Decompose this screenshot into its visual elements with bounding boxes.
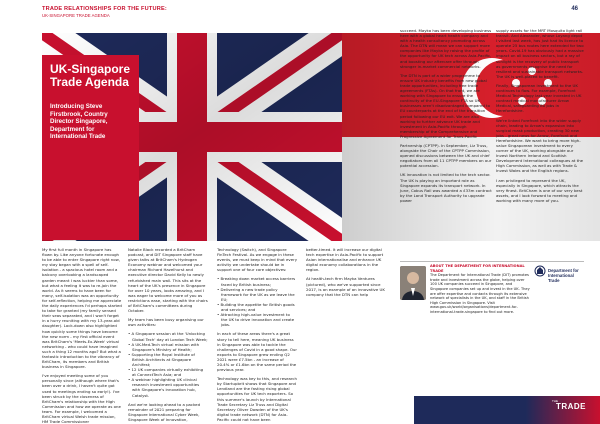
article-title: UK-Singapore Trade Agenda bbox=[50, 62, 131, 89]
about-dit-box bbox=[430, 264, 530, 315]
paragraph: Partnership (CPTPP). In September, Liz Truss, alongside the Chair of the CPTPP Commission, opened discussions between the UK and chief negotiators from all 11 CPTPP members on our potential accession. bbox=[400, 142, 492, 169]
header-subtitle: UK-SINGAPORE TRADE AGENDA bbox=[42, 13, 110, 18]
paragraph: And we're looking ahead to a packed remainder of 2021 preparing for Singapore International Cyber Week, Singapore Week of Innovation, bbox=[128, 401, 201, 422]
paragraph: UK innovation is not limited to the tech sector. The UK is playing an important role as Singapore expands its transport network. In June, Cobus Rail was awarded a £33m contract by the Land Transport Authority to upgrade power bbox=[400, 172, 492, 203]
body-column-6 bbox=[496, 28, 584, 207]
body-column-1 bbox=[42, 247, 122, 424]
objectives-list bbox=[217, 276, 297, 327]
paragraph: supply assets for the MRT Mosquito light rail transit. And Alexander, whose Loyang depot I visited last week, has just had its licence to operate 25 bus routes here extended for two years. Covid-19 has obviously had a massive impact on all business sectors, but a ray of sunlight is the recovery of public transport as governments recognise the need for resilient and sustainable transport networks. The UK is well-placed to benefit. bbox=[496, 28, 584, 79]
list-item: • Delivering a new trade policy framework for the UK as we leave the EU; bbox=[217, 286, 295, 302]
footer-logo: TRADE bbox=[555, 402, 586, 411]
dit-logo-line2: International Trade bbox=[548, 273, 574, 283]
running-header bbox=[42, 6, 167, 18]
royal-crest-icon bbox=[534, 265, 546, 277]
title-panel bbox=[42, 55, 139, 240]
paragraph: better-timed. It will increase our digital tech expertise in Asia-Pacific to support Asian internationalise and enhance UK digital economy collaborations in the region. bbox=[306, 247, 384, 273]
paragraph: My team has been busy organising our own activities: bbox=[128, 317, 204, 328]
paragraph: I've enjoyed meeting some of you personally since (although where that's been over a drink, I haven't quite got used to meetings ending so early!). I've been struck by the closeness of BritCham's relationship with the High Commission and how we operate as one team. For example, I welcomed a BritCham virtual Welsh trade mission, HM Trade Commissioner bbox=[42, 373, 121, 424]
paragraph: I am privileged to represent the UK, especially in Singapore, which attracts the very finest. BritCham is one of our very best assets, and I look forward to meeting and working with many more of you. bbox=[496, 177, 583, 203]
dit-logo bbox=[534, 263, 584, 289]
dit-logo-line1: Department for bbox=[548, 268, 579, 273]
list-item: • Building the appetite for British goods and services; and bbox=[217, 301, 295, 313]
section-divider bbox=[400, 261, 584, 262]
list-item: • Supporting the Royal Institute of British Architects at Singapore Archifest; bbox=[128, 351, 195, 367]
page-number: 46 bbox=[571, 6, 578, 12]
list-item: • A UK-Med-Tech virtual mission with Singapore's Ministry of Health; bbox=[128, 341, 200, 352]
list-item: • Breaking down market access barriers faced by British business; bbox=[217, 276, 296, 287]
list-item: • A Singapore session at the 'Unlocking Global Tech' day at London Tech Week; bbox=[128, 331, 208, 342]
paragraph: We're linked Forefront into the wider supply chain, leading to Arrow's expansion into surgical mask production, creating 30 new jobs - great news for Arrow, Forefront and Herefordshire. We want to bring more high-value Singaporean investment to every corner of the UK, working alongside our Invest Northern Ireland and Scottish Development International colleagues at the High Commission, as well as with Trade & Invest Wales and the English regions. bbox=[496, 117, 584, 174]
paragraph: Technology was key to this, and research by Startupbrit shows that Singapore and Lendland are the fasting rising global opportunities for UK tech exporters. So this summer's launch by International Trade Secretary Liz Truss and Digital Secretary Oliver Dowden of the UK's digital trade network (DTN) for Asia-Pacific could not have been bbox=[217, 376, 298, 422]
activities-list bbox=[128, 331, 208, 397]
header-title: TRADE RELATIONSHIPS FOR THE FUTURE: bbox=[42, 6, 167, 12]
article-intro: Introducing Steve Firstbrook, Country Director Singapore, Department for International Trade bbox=[50, 103, 108, 140]
paragraph: My first full month in Singapore has flown by. Like anyone fortunate enough to be able to enter Singapore right now, my stay began with a spell of self-isolation - a spacious hotel room and a balcony overlooking a landscaped garden meant I was luckier than some, but what a feeling it was to re-join the world. As it seems to have been for many, self-isolation was an opportunity for self-reflection, helping me appreciate the daily experiences I'd perhaps started to take for granted (my family sensed their seas separated, and I won't forget in a hurry reuniting with my 13-year-old daughter). Lock-down also highlighted how quickly some things have become the new norm - my first official event was BritCham's 'Meets-Ex-Week' virtual networking - who could have imagined such a thing 12 months ago? But what a fantastic introduction to the vibrancy of BritCham, its members and British business in Singapore. bbox=[42, 247, 122, 370]
body-column-3 bbox=[217, 247, 297, 424]
about-heading: ABOUT THE DEPARTMENT FOR INTERNATIONAL TRADE bbox=[430, 264, 525, 273]
list-item: • 12 UK companies virtually exhibiting at ConnectTech Asia; and bbox=[128, 367, 204, 378]
person-icon bbox=[400, 266, 426, 300]
body-column-2 bbox=[128, 247, 208, 424]
footer-logo-prefix: THE bbox=[552, 399, 558, 403]
body-column-4 bbox=[306, 247, 390, 301]
list-item: • A webinar highlighting UK clinical research investment opportunities with Singapore's innovation hub, Catalyst. bbox=[128, 377, 200, 398]
paragraph: Finally, Singaporean investment to the UK continues to flow. For example, Forefront Medical Technology last year invested in UK contract medical manufacturer Arrow Medical, safeguarding 80 jobs in Herefordshire. bbox=[496, 82, 582, 114]
paragraph: succeed. Mayka has been developing business here with a global heart health company and with a health consultancy promoting across Asia. The DTN will mean we can support more companies like Mayka by raising the profile of the opportunity for UK tech across Asia-Pacific, and boosting our aftercare offer through stronger in-market commercial networks. bbox=[400, 28, 492, 69]
paragraph: Technology (Switch), and Singapore FinTech Festival. As we engage in these events, we must keep in mind that every activity we undertake should be in support one of four core objectives: bbox=[217, 247, 298, 273]
list-item: • Attracting high-value investment to the UK to drive innovation and create jobs. bbox=[217, 312, 295, 328]
paragraph: At health-tech firm Mayka Ventures (pictured), who we've supported since 2017, is an example of an innovative UK company that the DTN can help bbox=[306, 276, 385, 297]
paragraph: Natalie Black recorded a BritCham podcast, and DIT Singapore staff have given talks at BritCham's Hydrogen Economy webinar and welcomed your chairman Richard Hazelhurst and executive director David Kelly to newly refurbished main wall. This sits at the heart of the UK's presence in Singapore for over 10 years, looks amazing, and I was eager to welcome more of you as restrictions ease, starting with the chairs of BritCham's committees during October. bbox=[128, 247, 208, 314]
body-column-5 bbox=[400, 28, 492, 207]
about-text: The Department for International Trade (DIT) promotes trade and investment across the globe, helping over 100 UK companies succeed in Singapore, and Singapore companies set up and invest in the UK. They are offer expertise and contacts through its extensive network of specialists in the UK, and staff in the British High Commission in Singapore. Visit www.gov.uk/world/organisations/department-for-international-trade-singapore to find out more. bbox=[430, 273, 530, 314]
author-portrait bbox=[400, 266, 426, 300]
paragraph: In each of these areas there's a great story to tell here, meaning UK business in Singapore was able to tackle the challenges of Covid in a good shape. Our exports to Singapore grew ending Q2 2021 were £7.5bn - an increase of 20.4% or £1.6bn on the same period the previous year. bbox=[217, 331, 297, 373]
paragraph: The DTN is part of a wider programme to ensure UK industry benefits from new global trade opportunities, including free trade agreements (FTAs). On that front, we are working with Singapore to ensure the continuity of the EU-Singapore FTA so UK businesses aren't disadvantaged compared to EU counterparts at the end of the transition period following our EU exit. We are also working to further advance UK trade and investment in Asia-Pacific through membership of the Comprehensive and Progressive Agreement for Trans-Pacific bbox=[400, 72, 490, 139]
